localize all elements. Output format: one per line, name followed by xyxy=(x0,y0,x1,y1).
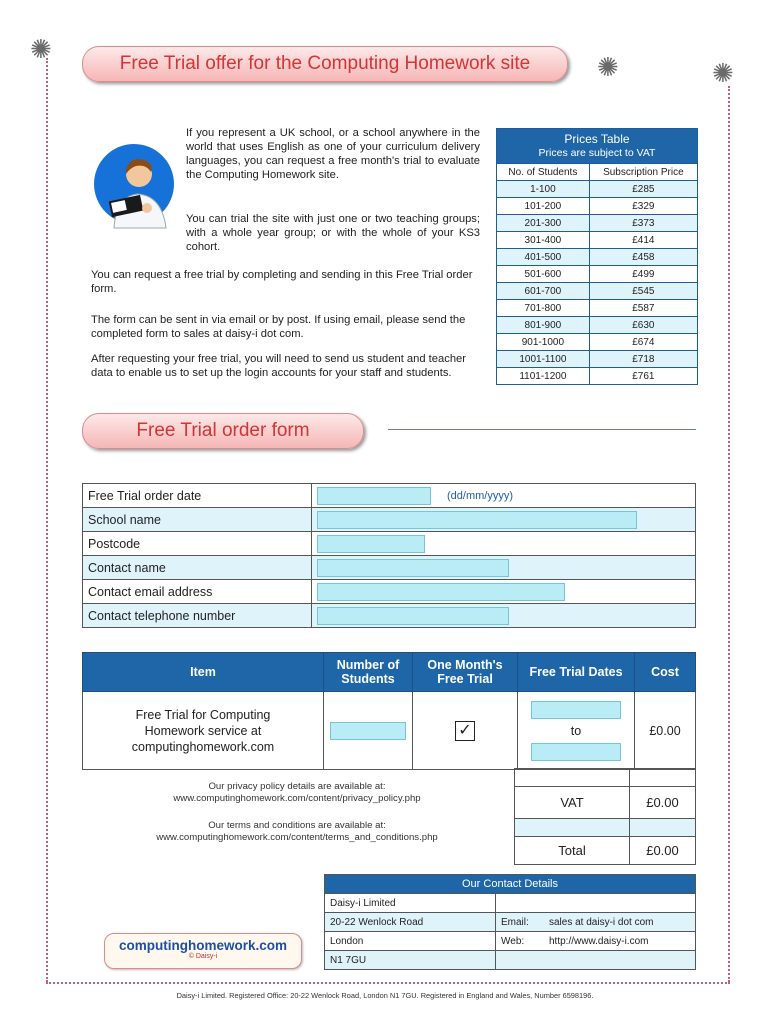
palm-icon: ✺ xyxy=(712,58,734,88)
school-name-field[interactable] xyxy=(317,511,637,529)
table-row: 101-200 £329 xyxy=(497,198,698,215)
students-field[interactable] xyxy=(330,722,406,740)
item-header: Item xyxy=(83,653,324,692)
contact-city: London xyxy=(325,932,496,951)
table-row: 301-400 £414 xyxy=(497,232,698,249)
web-label: Web: xyxy=(501,935,525,947)
contact-name-label: Contact name xyxy=(83,556,312,580)
terms-note: Our terms and conditions are available at: www.computinghomework.com/content/terms_and_conditions.php xyxy=(82,820,512,844)
page-title: Free Trial offer for the Computing Homework site xyxy=(82,46,568,82)
trial-header: One Month's Free Trial xyxy=(413,653,518,692)
school-name-label: School name xyxy=(83,508,312,532)
postcode-field[interactable] xyxy=(317,535,425,553)
item-table xyxy=(82,652,696,770)
vat-label: VAT xyxy=(515,787,630,819)
footer-text: Daisy-i Limited. Registered Office: 20-22 Wenlock Road, London N1 7GU. Registered in England and Wales, Number 6598196. xyxy=(176,991,594,1000)
prices-col-students: No. of Students xyxy=(497,164,590,181)
date-format-hint: (dd/mm/yyyy) xyxy=(447,489,513,502)
postcode-label: Postcode xyxy=(83,532,312,556)
vat-value: £0.00 xyxy=(630,787,696,819)
site-logo: computinghomework.com © Daisy-i xyxy=(104,933,302,969)
privacy-note: Our privacy policy details are available at: www.computinghomework.com/content/privacy_policy.php xyxy=(82,781,512,805)
contact-email-field[interactable] xyxy=(317,583,565,601)
table-row: 401-500 £458 xyxy=(497,249,698,266)
to-label: to xyxy=(570,723,582,738)
contact-title: Our Contact Details xyxy=(325,875,696,894)
table-row: 801-900 £630 xyxy=(497,317,698,334)
terms-link[interactable]: www.computinghomework.com/content/terms_and_conditions.php xyxy=(156,832,438,843)
bottom-dotted-border xyxy=(46,982,730,984)
intro-paragraph: The form can be sent in via email or by post. If using email, please send the completed form to sales at daisy-i dot com. xyxy=(91,314,466,340)
dates-header: Free Trial Dates xyxy=(518,653,635,692)
intro-paragraph: You can trial the site with just one or two teaching groups; with a whole year group; or with the whole of your KS3 cohort. xyxy=(186,213,480,253)
email-label: Email: xyxy=(501,916,529,928)
email-value[interactable]: sales at daisy-i dot com xyxy=(549,916,654,928)
intro-paragraph: If you represent a UK school, or a school anywhere in the world that uses English as one of your curriculum delivery languages, you can request a free month's trial to evaluate the Computing Homework site. xyxy=(186,127,480,181)
prices-table-title: Prices Table Prices are subject to VAT xyxy=(497,129,698,164)
contact-address: 20-22 Wenlock Road xyxy=(325,913,496,932)
contact-table xyxy=(324,874,696,970)
contact-postcode: N1 7GU xyxy=(325,951,496,970)
table-row: 701-800 £587 xyxy=(497,300,698,317)
palm-icon: ✺ xyxy=(30,34,52,64)
privacy-link[interactable]: www.computinghomework.com/content/privacy_policy.php xyxy=(173,793,421,804)
palm-icon: ✺ xyxy=(597,52,619,82)
section-divider xyxy=(388,429,696,430)
contact-phone-label: Contact telephone number xyxy=(83,604,312,628)
contact-email-label: Contact email address xyxy=(83,580,312,604)
table-row: 1001-1100 £718 xyxy=(497,351,698,368)
order-date-label: Free Trial order date xyxy=(83,484,312,508)
order-form-title: Free Trial order form xyxy=(82,413,364,449)
order-form xyxy=(82,483,696,628)
web-link[interactable]: http://www.daisy-i.com xyxy=(549,935,649,947)
item-description: Free Trial for Computing Homework service at computinghomework.com xyxy=(83,692,324,770)
intro-paragraph: After requesting your free trial, you will need to send us student and teacher data to enable us to set up the login accounts for your staff and students. xyxy=(91,353,466,379)
start-date-field[interactable] xyxy=(531,701,621,719)
table-row: 901-1000 £674 xyxy=(497,334,698,351)
table-row: 1101-1200 £761 xyxy=(497,368,698,385)
total-value: £0.00 xyxy=(630,837,696,865)
table-row: 201-300 £373 xyxy=(497,215,698,232)
table-row: 1-100 £285 xyxy=(497,181,698,198)
table-row: 601-700 £545 xyxy=(497,283,698,300)
teacher-illustration xyxy=(92,138,184,230)
checkbox-icon[interactable]: ✓ xyxy=(455,721,475,741)
end-date-field[interactable] xyxy=(531,743,621,761)
students-header: Number of Students xyxy=(324,653,413,692)
prices-table xyxy=(496,128,698,385)
contact-phone-field[interactable] xyxy=(317,607,509,625)
prices-col-price: Subscription Price xyxy=(589,164,697,181)
left-dotted-border xyxy=(46,58,48,982)
contact-name-field[interactable] xyxy=(317,559,509,577)
right-dotted-border xyxy=(728,86,730,982)
contact-company: Daisy-i Limited xyxy=(325,894,496,913)
totals-table xyxy=(514,768,696,865)
intro-paragraph: You can request a free trial by completing and sending in this Free Trial order form. xyxy=(91,269,473,295)
table-row: 501-600 £499 xyxy=(497,266,698,283)
cost-header: Cost xyxy=(635,653,696,692)
order-date-field[interactable] xyxy=(317,487,431,505)
total-label: Total xyxy=(515,837,630,865)
item-cost: £0.00 xyxy=(635,692,696,770)
